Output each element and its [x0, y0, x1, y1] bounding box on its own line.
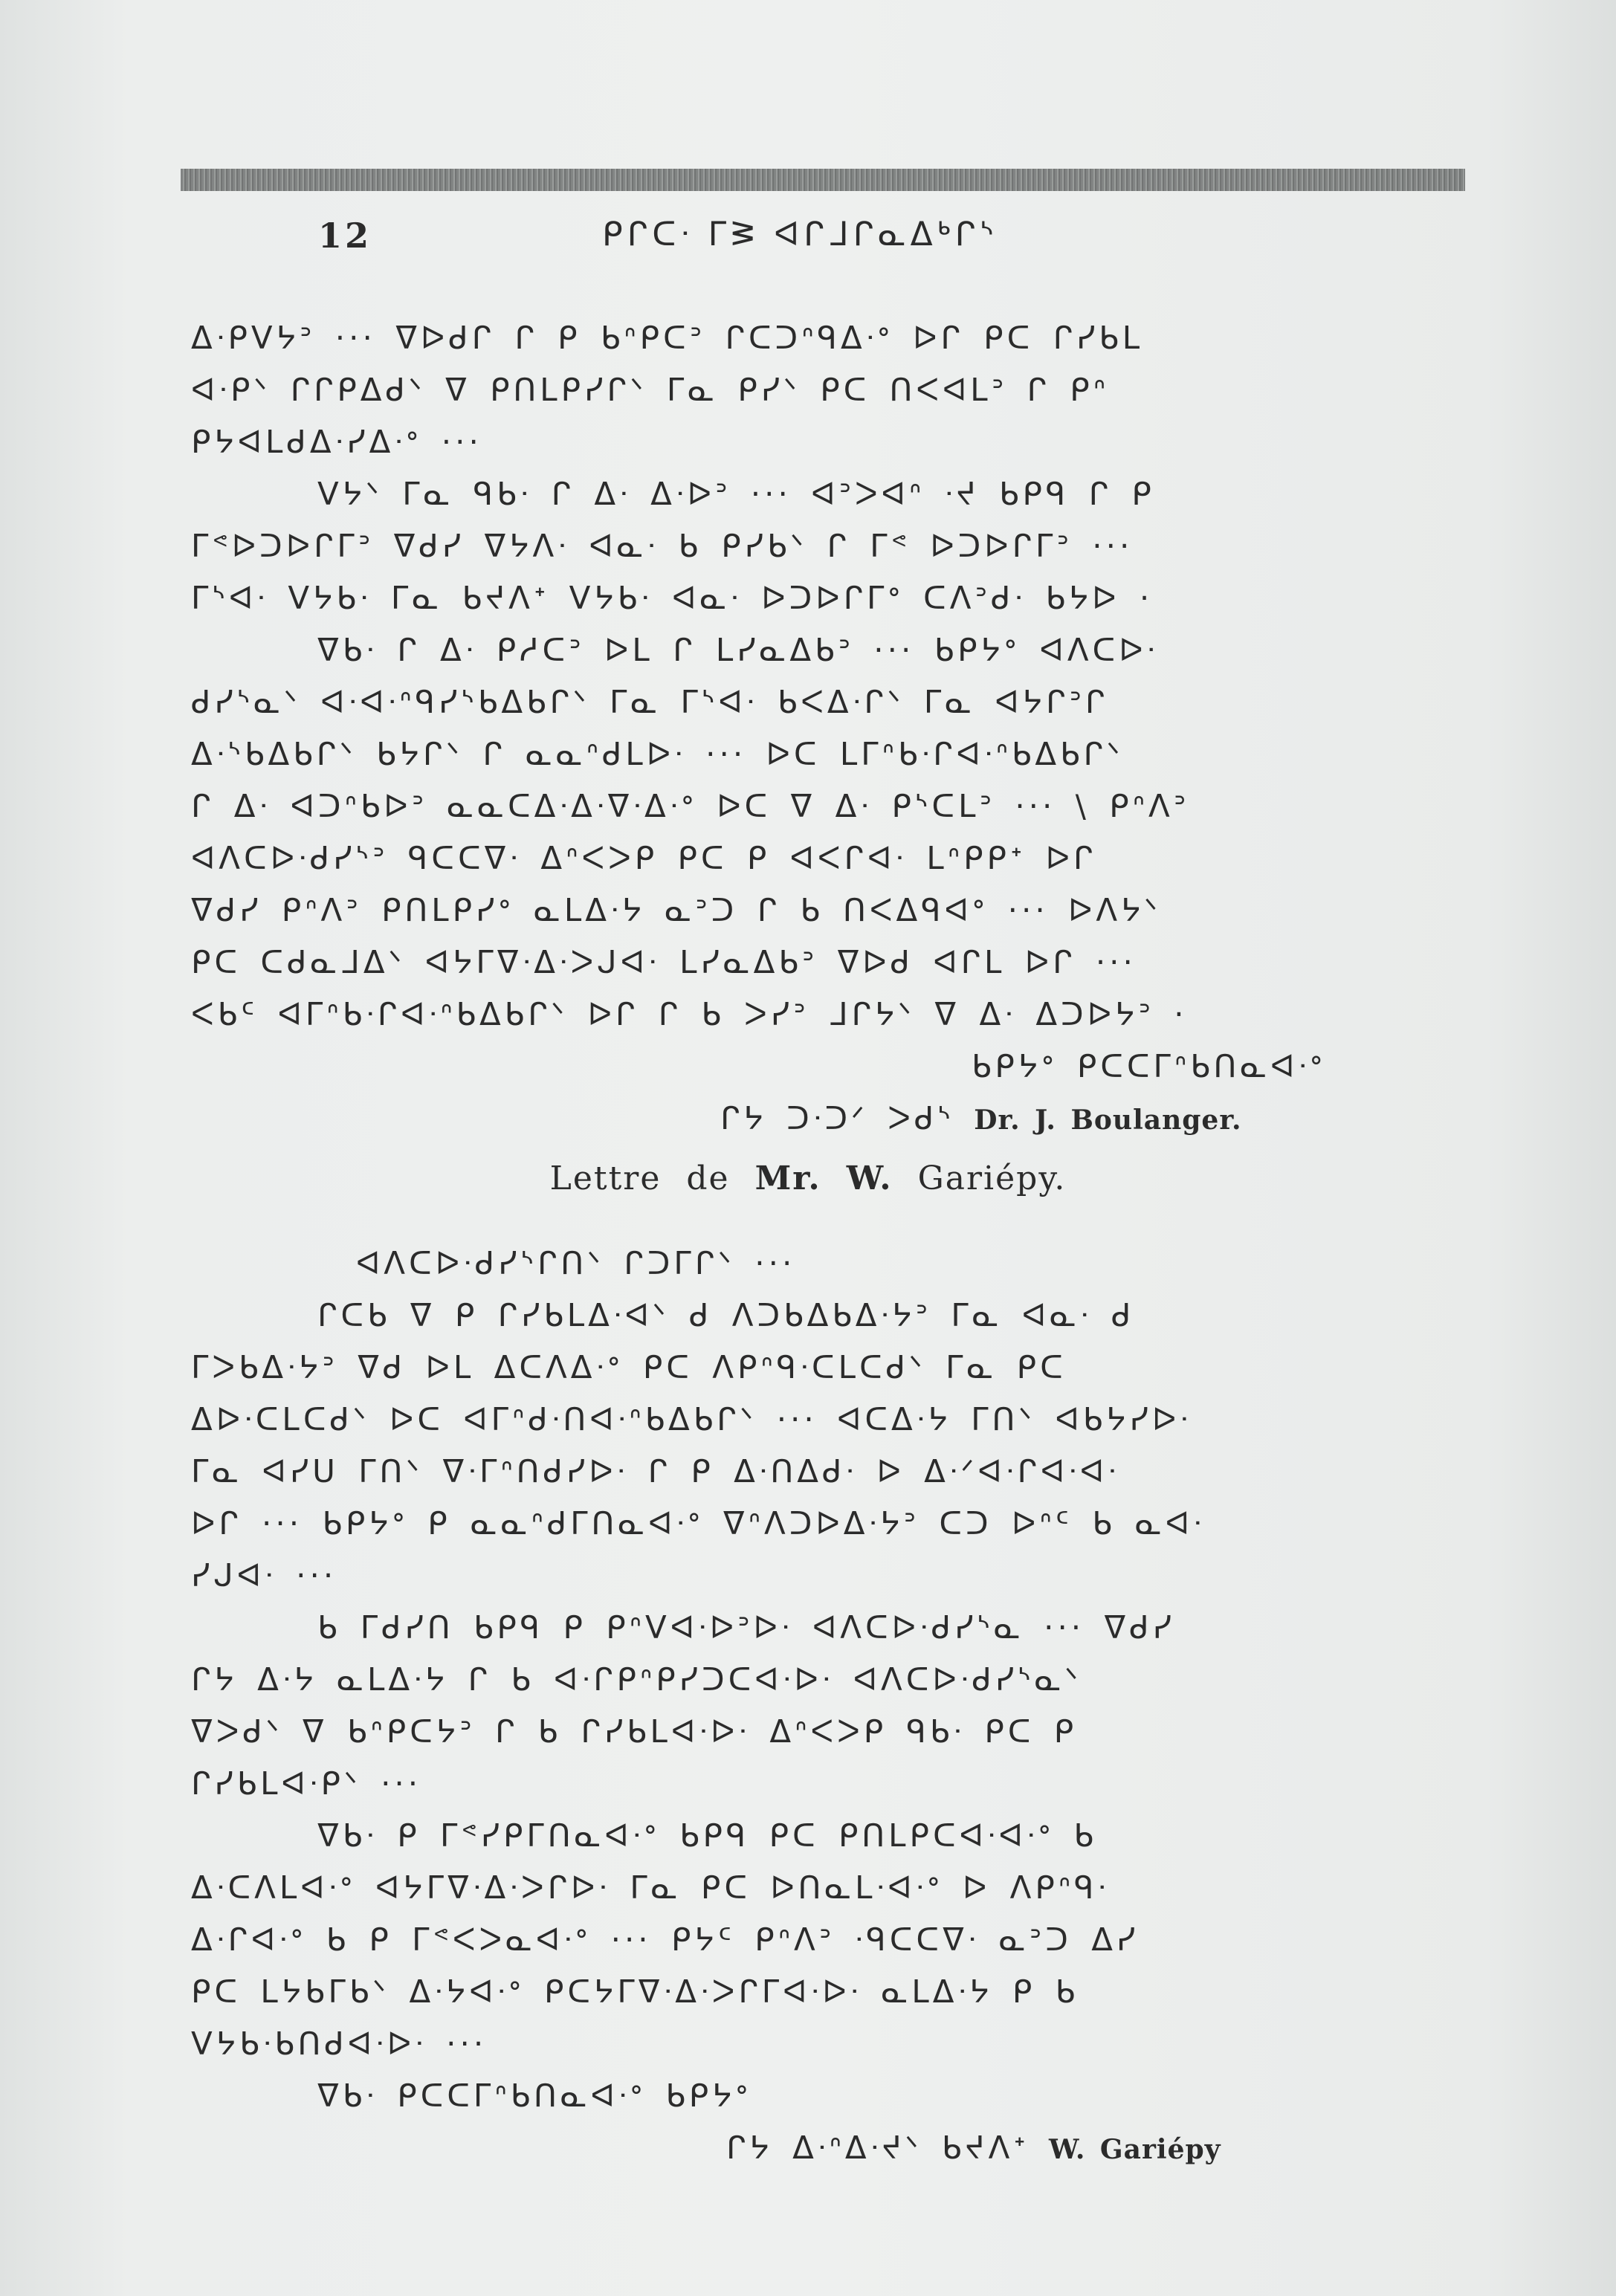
letter2-line: ᒋᔭ ᐃᐧᔭ ᓇᒪᐃᐧᔭ ᒋ ᑲ ᐊᐧᒋᑭᐢᑭᓯᑐᑕᐊᐧᐅᐧ ᐊᐱᑕᐅᐧᑯᓯᔅᓇᐠ: [191, 1661, 1082, 1698]
section-title-name: Gariépy.: [917, 1160, 1067, 1197]
letter2-line: ᑲ ᒥᑯᓯᑎ ᑲᑭᑫ ᑭ ᑭᐢᐯᐊᐧᐅᐣᐅᐧ ᐊᐱᑕᐅᐧᑯᓯᔅᓇ ··· ᐁᑯᓯ: [317, 1609, 1175, 1646]
letter1-line: ᐃᐧᑭᐯᔭᐣ ··· ᐁᐅᑯᒋ ᒋ ᑭ ᑲᐢᑭᑕᐣ ᒋᑕᑐᐢᑫᐃᐧᐤ ᐅᒋ ᑭᑕ ᒋᓯᑲᒪ: [191, 320, 1144, 356]
letter2-line: ᐃᐅᐧᑕᒪᑕᑯᐠ ᐅᑕ ᐊᒥᐢᑯᐧᑎᐊᐧᐢᑲᐃᑲᒋᐠ ··· ᐊᑕᐃᐧᔭ ᒥᑎᐠ ᐊᑲᔭᓯᐅᐧ: [191, 1401, 1192, 1438]
letter1-closing: ᑲᑭᔭᐤ ᑭᑕᑕᒥᐢᑲᑎᓇᐊᐧᐤ: [972, 1048, 1326, 1084]
letter1-line: ᐸᑲᑦ ᐊᒥᐢᑲᐧᒋᐊᐧᐢᑲᐃᑲᒋᐠ ᐅᒋ ᒋ ᑲ ᐳᓯᐣ ᒧᒋᔭᐠ ᐁ ᐃᐧ ᐃᑐᐅᔭᐣ ·: [191, 996, 1188, 1032]
letter1-line: ᑯᓯᔅᓇᐠ ᐊᐧᐊᐧᐢᑫᓯᔅᑲᐃᑲᒋᐠ ᒥᓇ ᒥᔅᐊᐧ ᑲᐸᐃᐧᒋᐠ ᒥᓇ ᐊᔭᒋᐣᒋ: [191, 684, 1109, 720]
section-title-mr: Mr.: [754, 1160, 821, 1197]
letter1-line: ᑭᔭᐊᒪᑯᐃᐧᓯᐃᐧᐤ ···: [191, 424, 482, 460]
section-title: [0, 1160, 1616, 1197]
letter2-signature: ᒋᔭ ᐃᐧᐢᐃᐧᔪᐠ ᑲᔪᐱᐩ W. Gariépy: [726, 2130, 1221, 2166]
letter2-line: ᑭᑕ ᒪᔭᑲᒥᑲᐠ ᐃᐧᔭᐊᐧᐤ ᑭᑕᔭᒥᐁᐧᐃᐧᐳᒋᒥᐊᐧᐅᐧ ᓇᒪᐃᐧᔭ ᑭ ᑲ: [191, 1973, 1079, 2010]
letter1-line: ᒥᕝᐅᑐᐅᒋᒥᐣ ᐁᑯᓯ ᐁᔭᐱᐧ ᐊᓇᐧ ᑲ ᑭᓯᑲᐠ ᒋ ᒥᕝ ᐅᑐᐅᒋᒥᐣ ···: [191, 528, 1134, 564]
letter2-line: ᐯᔭᑲᐧᑲᑎᑯᐊᐧᐅᐧ ···: [191, 2025, 488, 2062]
letter1-line: ᐊᐧᑭᐠ ᒋᒋᑭᐃᑯᐠ ᐁ ᑭᑎᒪᑭᓯᒋᐠ ᒥᓇ ᑭᓯᐠ ᑭᑕ ᑎᐸᐊᒪᐣ ᒋ ᑭᐢ: [191, 372, 1110, 408]
letter-boulanger: [191, 312, 1462, 1145]
letter1-line: ᐁᑲᐧ ᒋ ᐃᐧ ᑭᓱᑕᐣ ᐅᒪ ᒋ ᒪᓯᓇᐃᑲᐣ ··· ᑲᑭᔭᐤ ᐊᐱᑕᐅᐧ: [317, 632, 1159, 668]
letter1-signature: ᒋᔭ ᑐᐧᑐᐟ ᐳᑯᔅ Dr. J. Boulanger.: [720, 1100, 1242, 1136]
letter2-line: ᐁᑲᐧ ᑭ ᒥᕝᓯᑭᒥᑎᓇᐊᐧᐤ ᑲᑭᑫ ᑭᑕ ᑭᑎᒪᑭᑕᐊᐧᐊᐧᐤ ᑲ: [317, 1817, 1097, 1854]
letter2-line: ᓯᒍᐊᐧ ···: [191, 1557, 337, 1594]
letter1-line: ᐃᐧᔅᑲᐃᑲᒋᐠ ᑲᔭᒋᐠ ᒋ ᓇᓇᐢᑯᒪᐅᐧ ··· ᐅᑕ ᒪᒥᐢᑲᐧᒋᐊᐧᐢᑲᐃᑲᒋᐠ: [191, 736, 1124, 772]
letter2-line: ᐁᐳᑯᐠ ᐁ ᑲᐢᑭᑕᔭᐣ ᒋ ᑲ ᒋᓯᑲᒪᐊᐧᐅᐧ ᐃᐢᐸᐳᑭ ᑫᑲᐧ ᑭᑕ ᑭ: [191, 1713, 1078, 1750]
page-header: [0, 216, 1616, 268]
letter2-line: ᐃᐧᑕᐱᒪᐊᐧᐤ ᐊᔭᒥᐁᐧᐃᐧᐳᒋᐅᐧ ᒥᓇ ᑭᑕ ᐅᑎᓇᒪᐧᐊᐧᐤ ᐅ ᐱᑭᐢᑫᐧ: [191, 1869, 1110, 1906]
header-rule: [181, 169, 1465, 191]
letter2-line: ᒋᓯᑲᒪᐊᐧᑭᐠ ···: [191, 1765, 422, 1802]
letter2-greeting: ᐊᐱᑕᐅᐧᑯᓯᔅᒋᑎᐠ ᒋᑐᒥᒋᐠ ···: [356, 1245, 796, 1281]
running-title: ᑭᒋᑕᐧ ᒥᕒ ᐊᒋᒧᒋᓇᐃᒃᒋᔅ: [602, 216, 998, 253]
letter2-line: ᒋᑕᑲ ᐁ ᑭ ᒋᓯᑲᒪᐃᐧᐊᐠ ᑯ ᐱᑐᑲᐃᑲᐃᐧᔭᐣ ᒥᓇ ᐊᓇᐧ ᑯ: [317, 1297, 1135, 1333]
letter1-line: ᒋ ᐃᐧ ᐊᑐᐢᑲᐅᐣ ᓇᓇᑕᐃᐧᐃᐧᐁᐧᐃᐧᐤ ᐅᑕ ᐁ ᐃᐧ ᑭᔅᑕᒪᐣ ··· \ ᑭᐢᐱᐣ: [191, 788, 1190, 824]
section-title-initial: W.: [846, 1160, 893, 1197]
letter2-line: ᒥᐳᑲᐃᐧᔭᐣ ᐁᑯ ᐅᒪ ᐃᑕᐱᐃᐧᐤ ᑭᑕ ᐱᑭᐢᑫᐧᑕᒪᑕᑯᐠ ᒥᓇ ᑭᑕ: [191, 1349, 1067, 1385]
section-title-lettre: Lettre de: [549, 1160, 730, 1197]
letter-gariepy: [191, 1238, 1462, 2174]
letter1-line: ᐁᑯᓯ ᑭᐢᐱᐣ ᑭᑎᒪᑭᓯᐤ ᓇᒪᐃᐧᔭ ᓇᐣᑐ ᒋ ᑲ ᑎᐸᐃᑫᐊᐤ ··· ᐅᐱᔭᐠ: [191, 892, 1162, 928]
letter1-line: ᐊᐱᑕᐅᐧᑯᓯᔅᐣ ᑫᑕᑕᐁᐧ ᐃᐢᐸᐳᑭ ᑭᑕ ᑭ ᐊᐸᒋᐊᐧ ᒪᐢᑭᑭᐩ ᐅᒋ: [191, 840, 1097, 876]
letter1-line: ᐯᔭᐠ ᒥᓇ ᑫᑲᐧ ᒋ ᐃᐧ ᐃᐧᐅᐣ ··· ᐊᐣᐳᐊᐢ ᐧᔪ ᑲᑭᑫ ᒋ ᑭ: [317, 476, 1155, 512]
letter1-line: ᑭᑕ ᑕᑯᓇᒧᐃᐠ ᐊᔭᒥᐁᐧᐃᐧᐳᒍᐊᐧ ᒪᓯᓇᐃᑲᐣ ᐁᐅᑯ ᐊᒋᒪ ᐅᒋ ···: [191, 944, 1137, 980]
letter2-closing: ᐁᑲᐧ ᑭᑕᑕᒥᐢᑲᑎᓇᐊᐧᐤ ᑲᑭᔭᐤ: [317, 2077, 752, 2114]
letter1-line: ᒥᔅᐊᐧ ᐯᔭᑲᐧ ᒥᓇ ᑲᔪᐱᐩ ᐯᔭᑲᐧ ᐊᓇᐧ ᐅᑐᐅᒋᒥᐤ ᑕᐱᐣᑯᐧ ᑲᔭᐅ ·: [191, 580, 1154, 616]
page-number: 12: [318, 216, 372, 256]
letter2-line: ᒥᓇ ᐊᓯᑌ ᒥᑎᐠ ᐁᐧᒥᐢᑎᑯᓯᐅᐧ ᒋ ᑭ ᐃᐧᑎᐃᑯᐧ ᐅ ᐃᐧᐟᐊᐧᒋᐊᐧᐊᐧ: [191, 1453, 1119, 1490]
letter2-line: ᐅᒋ ··· ᑲᑭᔭᐤ ᑭ ᓇᓇᐢᑯᒥᑎᓇᐊᐧᐤ ᐁᐢᐱᑐᐅᐃᐧᔭᐣ ᑕᑐ ᐅᐢᑦ ᑲ ᓇᐊᐧ: [191, 1505, 1205, 1542]
letter2-line: ᐃᐧᒋᐊᐧᐤ ᑲ ᑭ ᒥᕝᐸᐳᓇᐊᐧᐤ ··· ᑭᔭᑦ ᑭᐢᐱᐣ ᐧᑫᑕᑕᐁᐧ ᓇᐣᑐ ᐃᓯ: [191, 1921, 1140, 1958]
